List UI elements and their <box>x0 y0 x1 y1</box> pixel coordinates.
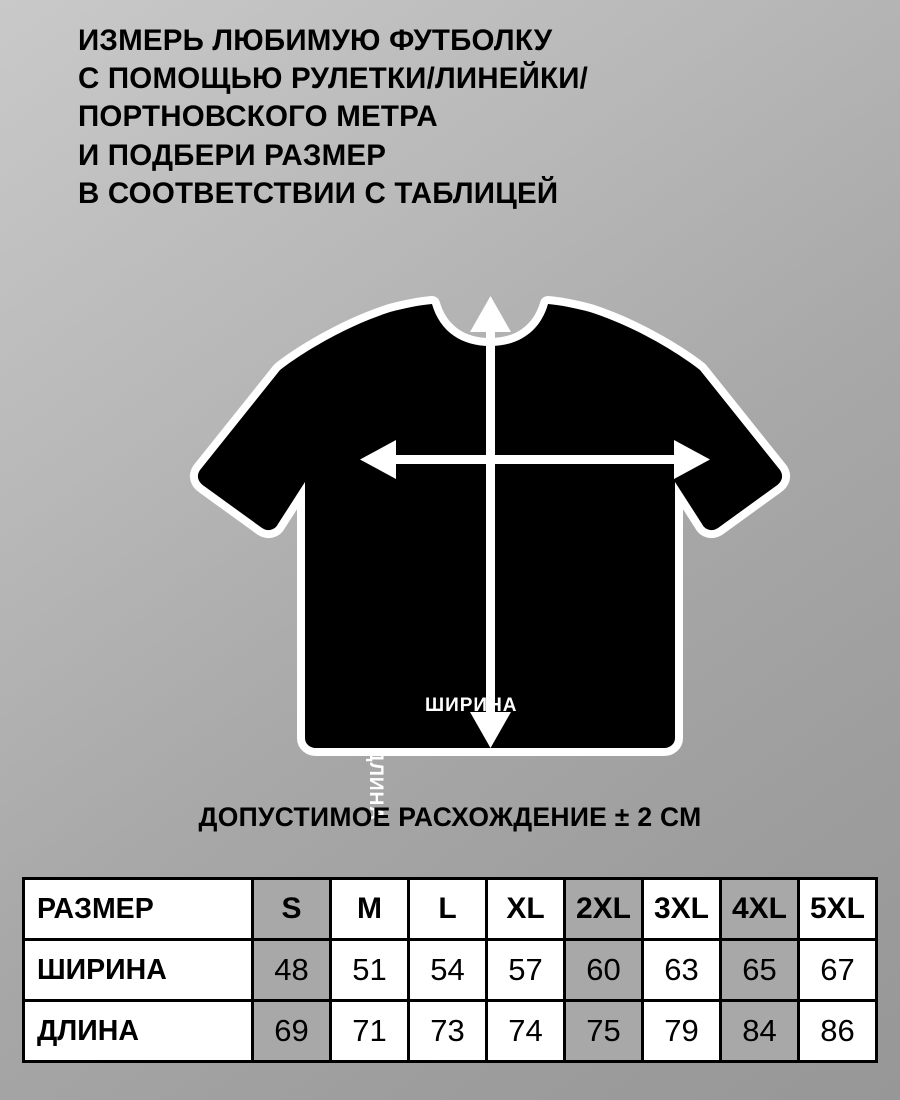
tolerance-note: ДОПУСТИМОЕ РАСХОЖДЕНИЕ ± 2 СМ <box>198 802 702 832</box>
title-line-2: С ПОМОЩЬЮ РУЛЕТКИ/ЛИНЕЙКИ/ <box>78 62 589 96</box>
title-line-1: ИЗМЕРЬ ЛЮБИМУЮ ФУТБОЛКУ <box>78 24 553 57</box>
cell-size-xl: XL <box>487 879 565 940</box>
cell-size-l: L <box>409 879 487 940</box>
cell-length-5xl: 86 <box>799 1001 877 1062</box>
cell-width-s: 48 <box>253 940 331 1001</box>
page-title <box>78 22 878 213</box>
row-header-length: ДЛИНА <box>24 1001 253 1062</box>
table-row <box>24 1001 877 1062</box>
cell-width-2xl: 60 <box>565 940 643 1001</box>
cell-size-4xl: 4XL <box>721 879 799 940</box>
cell-length-s: 69 <box>253 1001 331 1062</box>
table-row <box>24 940 877 1001</box>
cell-length-3xl: 79 <box>643 1001 721 1062</box>
length-label: ДЛИНА <box>365 748 386 821</box>
title-line-4: И ПОДБЕРИ РАЗМЕР <box>78 138 387 172</box>
title-line-5: В СООТВЕТСТВИИ С ТАБЛИЦЕЙ <box>78 176 559 210</box>
table-row <box>24 879 877 940</box>
cell-width-5xl: 67 <box>799 940 877 1001</box>
width-label: ШИРИНА <box>425 695 518 716</box>
cell-width-m: 51 <box>331 940 409 1001</box>
cell-length-2xl: 75 <box>565 1001 643 1062</box>
title-line-3: ПОРТНОВСКОГО МЕТРА <box>78 100 438 134</box>
cell-width-3xl: 63 <box>643 940 721 1001</box>
size-table <box>22 877 878 1063</box>
cell-length-l: 73 <box>409 1001 487 1062</box>
cell-size-s: S <box>253 879 331 940</box>
cell-length-4xl: 84 <box>721 1001 799 1062</box>
cell-width-xl: 57 <box>487 940 565 1001</box>
cell-size-m: M <box>331 879 409 940</box>
cell-size-5xl: 5XL <box>799 879 877 940</box>
cell-size-3xl: 3XL <box>643 879 721 940</box>
row-header-width: ШИРИНА <box>24 940 253 1001</box>
cell-size-2xl: 2XL <box>565 879 643 940</box>
row-header-size: РАЗМЕР <box>24 879 253 940</box>
cell-width-4xl: 65 <box>721 940 799 1001</box>
size-table-container <box>22 877 878 1063</box>
cell-length-m: 71 <box>331 1001 409 1062</box>
cell-length-xl: 74 <box>487 1001 565 1062</box>
cell-width-l: 54 <box>409 940 487 1001</box>
